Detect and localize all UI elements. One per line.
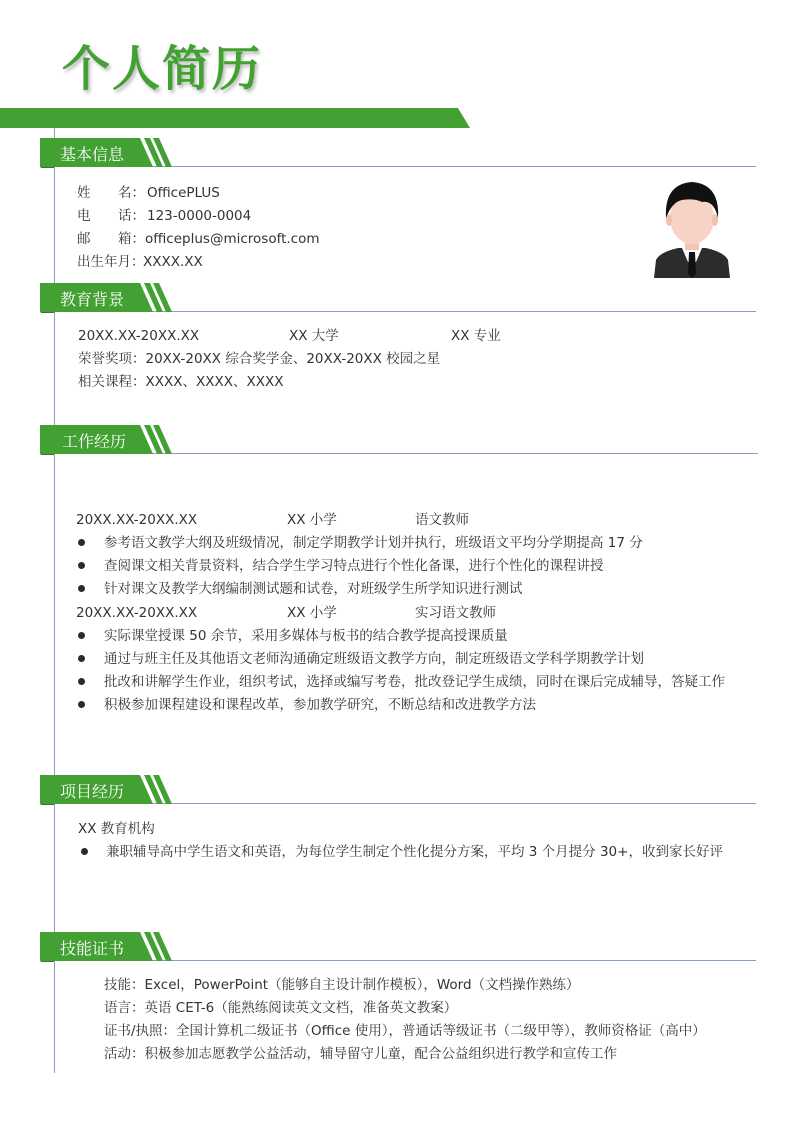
name-label-2: 名：: [118, 185, 145, 201]
bullet-dot: [78, 632, 85, 639]
bullet-dot: [78, 539, 85, 546]
section-title: 技能证书: [60, 939, 125, 958]
phone-value: 123-0000-0004: [147, 208, 252, 224]
skill-line: 语言：英语 CET-6（能熟练阅读英文文档，准备英文教案）: [104, 1000, 458, 1016]
education-period: 20XX.XX-20XX.XX: [78, 328, 200, 344]
email-value: officeplus@microsoft.com: [145, 231, 320, 247]
birth-label: 出生年月：: [77, 254, 145, 270]
skill-line: 活动：积极参加志愿教学公益活动，辅导留守儿童，配合公益组织进行教学和宣传工作: [104, 1046, 617, 1062]
education-school: XX 大学: [289, 328, 339, 344]
header-bar: [0, 108, 470, 128]
bullet-dot: [78, 585, 85, 592]
work-item: 实际课堂授课 50 余节，采用多媒体与板书的结合教学提高授课质量: [104, 628, 508, 644]
phone-label: 电: [77, 208, 91, 224]
skill-line: 技能：Excel，PowerPoint（能够自主设计制作模板），Word（文档操作熟练）: [104, 977, 580, 993]
section-header-work: [40, 425, 760, 455]
bullet-dot: [81, 848, 88, 855]
education-courses: 相关课程：XXXX、XXXX、XXXX: [78, 374, 284, 390]
work-role: 实习语文教师: [415, 605, 496, 621]
education-major: XX 专业: [451, 328, 501, 344]
name-label: 姓: [77, 185, 91, 201]
section-title: 工作经历: [62, 432, 127, 451]
section-header-skills: [40, 932, 760, 962]
skill-line: 证书/执照：全国计算机二级证书（Office 使用），普通话等级证书（二级甲等），教师资格证（高中）: [104, 1023, 706, 1039]
resume-title: 个人简历: [62, 41, 263, 97]
section-header-basic: [40, 138, 760, 168]
section-title: 教育背景: [60, 290, 125, 309]
person-avatar-icon: [652, 178, 732, 280]
work-item: 针对课文及教学大纲编制测试题和试卷，对班级学生所学知识进行测试: [104, 581, 523, 597]
education-honors: 荣誉奖项：20XX-20XX 综合奖学金、20XX-20XX 校园之星: [78, 351, 441, 367]
project-item: 兼职辅导高中学生语文和英语，为每位学生制定个性化提分方案，平均 3 个月提分 30+，收到家长好评: [106, 844, 723, 860]
work-item: 查阅课文相关背景资料，结合学生学习特点进行个性化备课，进行个性化的课程讲授: [104, 558, 604, 574]
email-label-2: 箱：: [118, 231, 145, 247]
project-org: XX 教育机构: [78, 821, 155, 837]
work-org: XX 小学: [287, 605, 337, 621]
work-item: 通过与班主任及其他语文老师沟通确定班级语文教学方向，制定班级语文学科学期教学计划: [104, 651, 644, 667]
work-org: XX 小学: [287, 512, 337, 528]
bullet-dot: [78, 655, 85, 662]
work-role: 语文教师: [415, 512, 469, 528]
section-header-project: [40, 775, 760, 805]
work-item: 参考语文教学大纲及班级情况，制定学期教学计划并执行，班级语文平均分学期提高 17 分: [104, 535, 643, 551]
phone-label-2: 话：: [118, 208, 145, 224]
work-period: 20XX.XX-20XX.XX: [76, 605, 198, 621]
name-value: OfficePLUS: [147, 185, 220, 201]
bullet-dot: [78, 701, 85, 708]
section-header-education: [40, 283, 760, 313]
bullet-dot: [78, 562, 85, 569]
work-item: 批改和讲解学生作业，组织考试，选择或编写考卷，批改登记学生成绩，同时在课后完成辅导，答疑工作: [104, 674, 725, 690]
section-title: 项目经历: [60, 782, 125, 801]
email-label: 邮: [77, 231, 91, 247]
work-period: 20XX.XX-20XX.XX: [76, 512, 198, 528]
section-title: 基本信息: [60, 145, 125, 164]
bullet-dot: [78, 678, 85, 685]
birth-value: XXXX.XX: [143, 254, 203, 270]
work-item: 积极参加课程建设和课程改革，参加教学研究，不断总结和改进教学方法: [104, 697, 536, 713]
